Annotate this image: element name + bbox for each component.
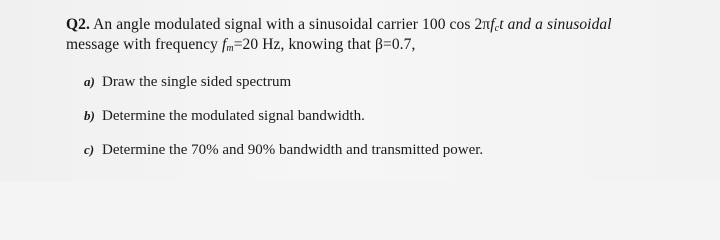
question-line-2-prefix: message with frequency <box>66 36 222 53</box>
question-line-1 <box>66 16 612 38</box>
item-marker: b) <box>84 108 95 123</box>
question-line-2 <box>66 36 415 58</box>
message-frequency-symbol: f <box>221 36 227 53</box>
carrier-frequency-subscript: c <box>494 23 500 34</box>
question-number: Q2. <box>66 16 90 33</box>
list-item-b <box>84 107 365 125</box>
question-line-2-suffix: =20 Hz, knowing that β=0.7, <box>233 36 416 53</box>
question-line-1-tail: t and a sinusoidal <box>499 16 612 33</box>
item-text: Determine the 70% and 90% bandwidth and transmitted power. <box>102 142 484 158</box>
carrier-frequency-symbol: f <box>490 16 495 33</box>
item-marker: a) <box>84 74 95 89</box>
item-text: Draw the single sided spectrum <box>102 74 292 90</box>
list-item-a <box>84 73 291 91</box>
item-marker: c) <box>84 142 95 157</box>
list-item-c <box>84 141 483 159</box>
message-frequency-subscript: m <box>226 43 234 54</box>
item-text: Determine the modulated signal bandwidth. <box>102 108 365 124</box>
question-line-1-text: An angle modulated signal with a sinusoidal carrier 100 cos 2π <box>93 16 491 33</box>
